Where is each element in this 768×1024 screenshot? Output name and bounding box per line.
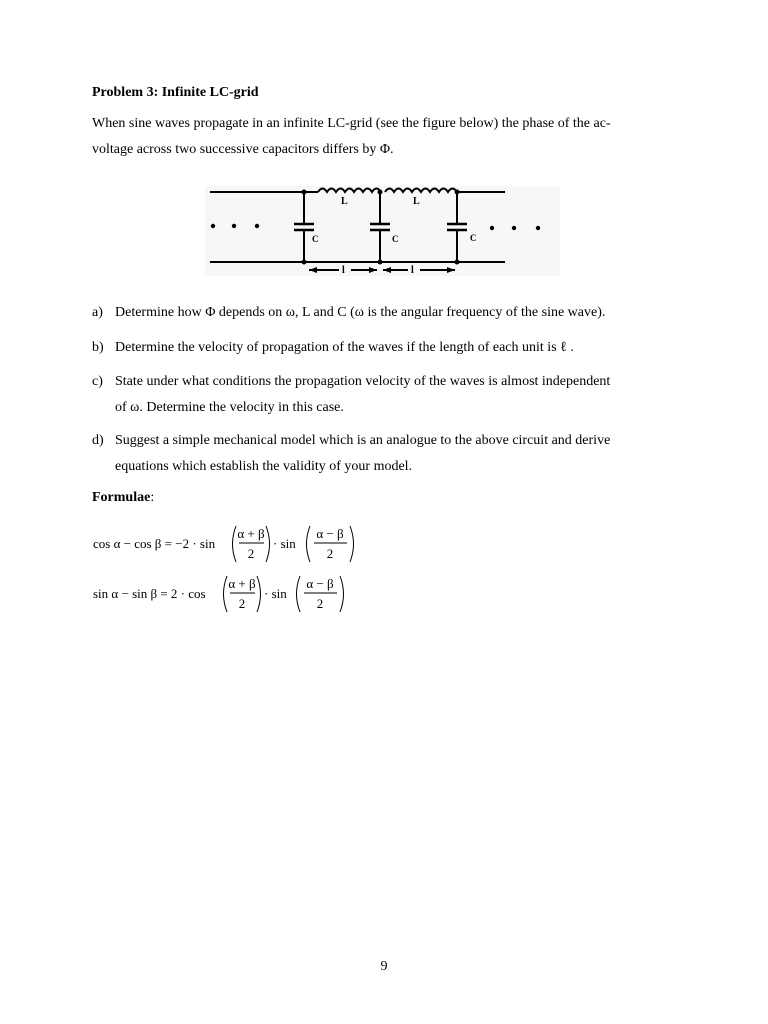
intro-line-2: voltage across two successive capacitors differs by Φ.: [92, 142, 394, 157]
question-a-text: Determine how Φ depends on ω, L and C (ω is the angular frequency of the sine wave).: [115, 305, 606, 320]
formulae-heading: [92, 490, 154, 506]
inductor-2-label: L: [413, 196, 420, 207]
formula-1-lhs: cos α − cos β = −2 · sin: [93, 536, 216, 551]
intro-paragraph: [92, 111, 677, 163]
question-d: [92, 428, 677, 480]
capacitor-2-label: C: [392, 234, 399, 244]
formula-2-lhs: sin α − sin β = 2 · cos: [93, 586, 206, 601]
formula-1-den2: 2: [326, 546, 334, 561]
question-c-line-2: of ω. Determine the velocity in this case.: [115, 400, 344, 415]
formula-2-num2: α − β: [306, 576, 334, 591]
formula-sin-difference: [92, 570, 382, 618]
question-a-label: a): [92, 305, 103, 320]
formula-1-den1: 2: [247, 546, 255, 561]
lc-grid-figure: [205, 186, 560, 276]
capacitor-1-label: C: [312, 234, 319, 244]
formulae-heading-colon: :: [150, 490, 155, 505]
question-c: [92, 369, 677, 421]
question-b: [92, 335, 677, 361]
formula-cos-difference: [92, 520, 382, 568]
formula-2-den1: 2: [238, 596, 246, 611]
formula-1-num1: α + β: [237, 526, 265, 541]
question-d-line-2: equations which establish the validity of your model.: [115, 459, 413, 474]
length-2-label: l: [411, 265, 414, 276]
question-c-line-1: State under what conditions the propagation velocity of the waves is almost independent: [115, 374, 611, 389]
formula-2-den2: 2: [316, 596, 324, 611]
inductor-1-label: L: [341, 196, 348, 207]
intro-line-1: When sine waves propagate in an infinite LC-grid (see the figure below) the phase of the ac-: [92, 116, 611, 131]
formula-1-num2: α − β: [316, 526, 344, 541]
question-a: [92, 300, 677, 326]
formula-2-num1: α + β: [228, 576, 256, 591]
page-number: 9: [380, 959, 388, 974]
question-c-label: c): [92, 374, 103, 389]
question-b-text: Determine the velocity of propagation of the waves if the length of each unit is ℓ .: [115, 340, 574, 355]
length-1-label: l: [342, 265, 345, 276]
question-d-line-1: Suggest a simple mechanical model which is an analogue to the above circuit and derive: [115, 433, 611, 448]
formula-2-mid: · sin: [264, 586, 287, 601]
question-d-label: d): [92, 433, 104, 448]
capacitor-3-label: C: [470, 233, 477, 243]
question-b-label: b): [92, 340, 104, 355]
formula-1-mid: · sin: [273, 536, 296, 551]
formulae-heading-text: Formulae: [92, 490, 151, 505]
problem-title: Problem 3: Infinite LC-grid: [92, 85, 259, 100]
